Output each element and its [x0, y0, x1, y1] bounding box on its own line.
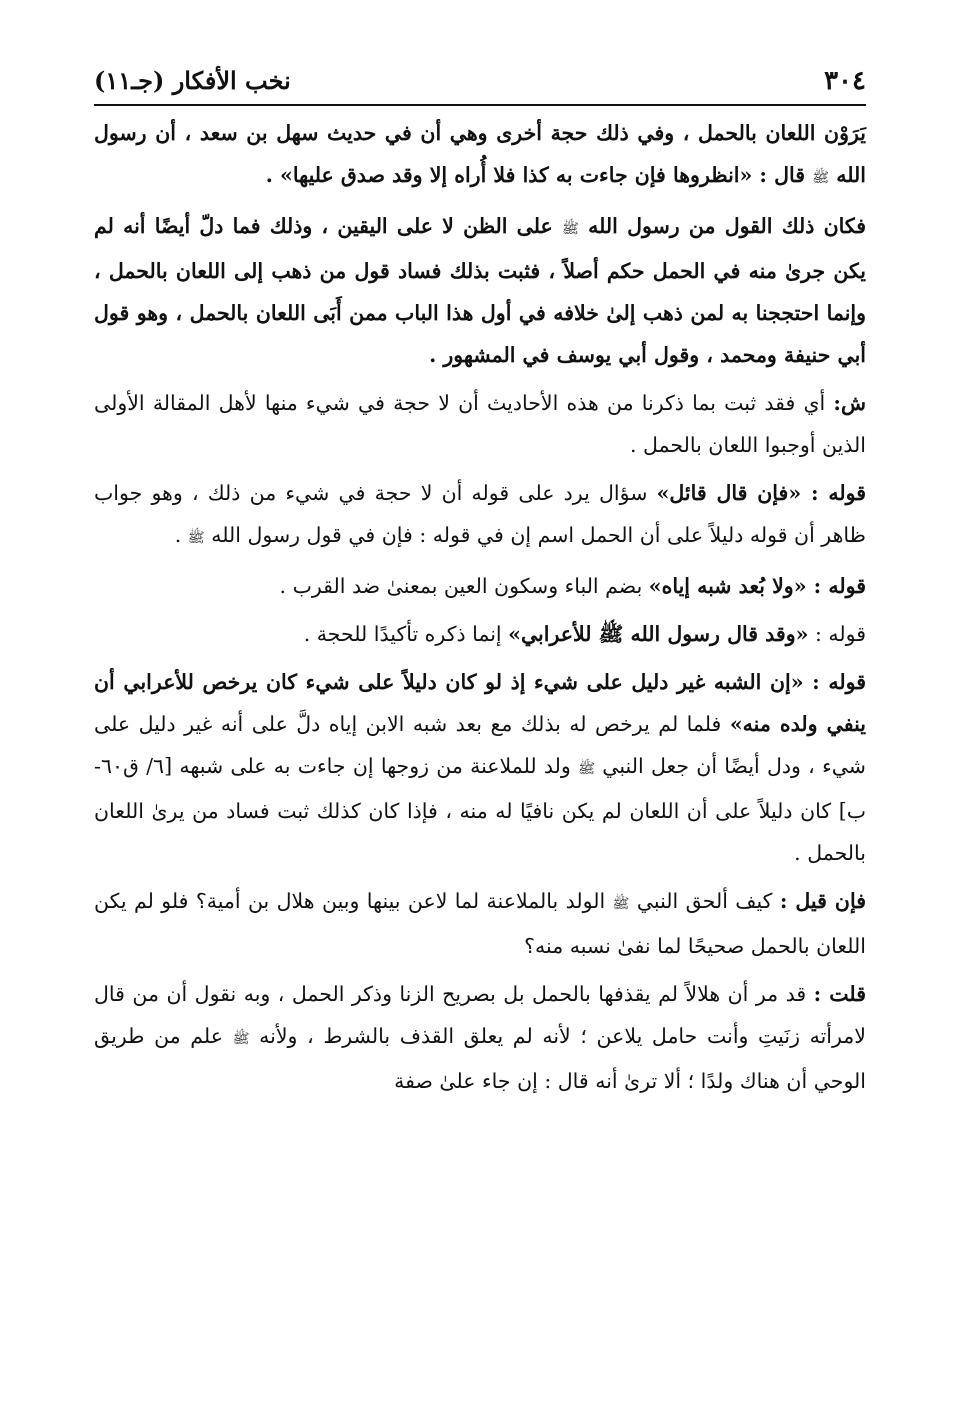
commentary-lead: قوله : «ولا بُعد شبه إياه» — [648, 574, 866, 598]
paragraph-text: فكان ذلك القول من رسول الله — [578, 214, 867, 238]
quoted-phrase: «وقد قال رسول الله ﷺ للأعرابي» — [508, 622, 809, 646]
honorific-glyph: ﷺ — [612, 896, 630, 912]
page-body — [94, 112, 866, 1102]
paragraph-text: علم من طريق الوحي أن هناك ولدًا ؛ ألا ترىٰ أنه قال : إن جاء علىٰ صفة — [94, 1024, 866, 1093]
commentary-lead: فإن قيل : — [779, 889, 867, 913]
commentary-lead: ش: — [833, 391, 866, 415]
paragraph-text: قال : «انظروها فإن جاءت به كذا فلا أُراه إلا وقد صدق عليها» . — [265, 163, 813, 187]
page-header — [94, 60, 866, 106]
paragraph-text: سؤال يرد على قوله أن لا حجة في شيء من ذلك ، وهو جواب ظاهر أن قوله دليلاً على أن الحمل اسم إن في قوله : فإن في قول رسول الله — [94, 481, 866, 547]
honorific-glyph: ﷺ — [812, 170, 830, 186]
paragraph — [94, 472, 866, 559]
paragraph-text: بضم الباء وسكون العين بمعنىٰ ضد القرب . — [279, 574, 649, 598]
paragraph-text: الولد بالملاعنة لما لاعن بينها وبين هلال بن أمية؟ فلو لم يكن اللعان بالحمل صحيحًا لما نفىٰ نسبه منه؟ — [94, 889, 866, 958]
commentary-lead: قلت : — [813, 982, 866, 1006]
paragraph-text: قوله : — [808, 622, 866, 646]
page-number: ٣٠٤ — [824, 66, 866, 96]
book-title: نخب الأفكار (جـ١١) — [94, 66, 291, 95]
paragraph-text: على الظن لا على اليقين ، وذلك فما دلّ أيضًا أنه لم يكن جرىٰ منه في الحمل حكم أصلاً ، فثبت بذلك فساد قول من ذهب إلى اللعان بالحمل ، وإنما احتججنا به لمن ذهب إلىٰ خلافه في أول هذا الباب ممن أَبَى اللعان بالحمل ، وهو قول أبي حنيفة ومحمد ، وقول أبي يوسف في المشهور . — [94, 214, 866, 367]
honorific-glyph: ﷺ — [232, 1031, 250, 1047]
commentary-lead: قوله : «فإن قال قائل» — [656, 481, 866, 505]
paragraph — [94, 205, 866, 376]
honorific-glyph: ﷺ — [578, 761, 596, 777]
paragraph-text: أي فقد ثبت بما ذكرنا من هذه الأحاديث أن لا حجة في شيء منها لأهل المقالة الأولى الذين أوجبوا اللعان بالحمل . — [94, 391, 866, 457]
paragraph-text: قد مر أن هلالاً لم يقذفها بالحمل بل بصريح الزنا وذكر الحمل ، وبه نقول أن من قال لامرأته زنَيتِ وأنت حامل يلاعن ؛ لأنه لم يعلق القذف بالشرط ، ولأنه — [94, 982, 866, 1048]
paragraph — [94, 382, 866, 466]
book-page — [94, 60, 866, 1350]
paragraph — [94, 613, 866, 655]
paragraph-text: . — [174, 523, 188, 547]
paragraph — [94, 973, 866, 1102]
honorific-glyph: ﷺ — [187, 530, 205, 546]
paragraph-text: ولد للملاعنة من زوجها إن جاءت به على شبهه [٦/ ق٦٠-ب] كان دليلاً على أن اللعان لم يكن نافيًا له منه ، فإذا كان كذلك ثبت فساد من يرىٰ اللعان بالحمل . — [94, 754, 866, 865]
paragraph — [94, 880, 866, 967]
paragraph — [94, 112, 866, 199]
paragraph — [94, 565, 866, 607]
paragraph-text: كيف ألحق النبي — [629, 889, 780, 913]
paragraph-text: إنما ذكره تأكيدًا للحجة . — [303, 622, 509, 646]
paragraph-text: يَرَوْن اللعان بالحمل ، وفي ذلك حجة أخرى وهي أن في حديث سهل بن سعد ، أن رسول الله — [94, 121, 866, 187]
honorific-glyph: ﷺ — [562, 221, 579, 237]
commentary-lead: قوله : «إن الشبه غير دليل على شيء إذ لو كان دليلاً على شيء كان يرخص للأعرابي أن ينفي ولده منه» — [94, 670, 866, 736]
paragraph — [94, 661, 866, 874]
paragraph-text: فلما لم يرخص له بذلك مع بعد شبه الابن إياه دلَّ على أنه غير دليل على شيء ، ودل أيضًا أن جعل النبي — [94, 712, 866, 778]
